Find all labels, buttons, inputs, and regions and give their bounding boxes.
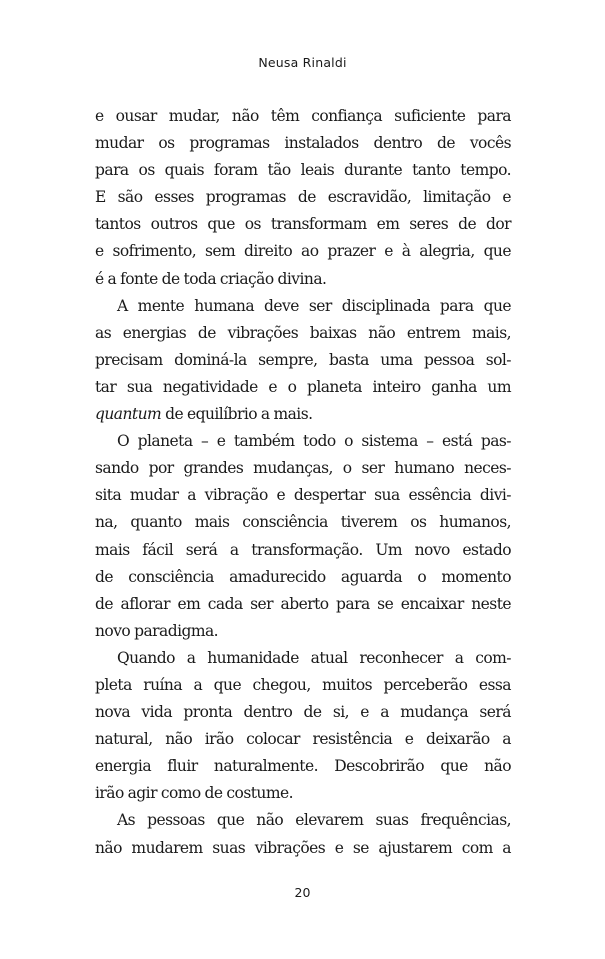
text-line: mais fácil será a transformação. Um novo estado — [95, 540, 511, 559]
text-line: O planeta – e também todo o sistema – está pas- — [117, 432, 511, 451]
page-number: 20 — [294, 885, 311, 900]
paragraph — [95, 807, 511, 861]
text-line: e ousar mudar, não têm confiança suficiente para — [95, 107, 511, 125]
text-line — [95, 401, 511, 428]
text-line: para os quais foram tão leais durante tanto tempo. — [95, 161, 511, 180]
text-line: é a fonte de toda criação divina. — [95, 269, 327, 288]
text-line: e sofrimento, sem direito ao prazer e à alegria, que — [95, 242, 511, 261]
text-line: energia fluir naturalmente. Descobrirão que não — [95, 757, 511, 776]
paragraph — [95, 103, 511, 293]
text-line: novo paradigma. — [95, 621, 219, 640]
text-line: de consciência amadurecido aguarda o momento — [95, 567, 511, 586]
body-text — [95, 103, 511, 862]
text-line: As pessoas que não elevarem suas frequências, — [117, 811, 511, 830]
text-line: as energias de vibrações baixas não entrem mais, — [95, 323, 511, 342]
text-line: tantos outros que os transformam em seres de dor — [95, 215, 511, 234]
text-line: não mudarem suas vibrações e se ajustarem com a — [95, 838, 511, 857]
text-line: pleta ruína a que chegou, muitos perceberão essa — [95, 675, 511, 694]
text-line: sita mudar a vibração e despertar sua essência divi- — [95, 486, 511, 505]
text-line: Quando a humanidade atual reconhecer a com- — [117, 648, 511, 667]
text-fragment: de equilíbrio a mais. — [161, 405, 313, 424]
text-line: mudar os programas instalados dentro de vocês — [95, 134, 511, 153]
text-line: de aflorar em cada ser aberto para se encaixar neste — [95, 594, 511, 613]
italic-term: quantum — [95, 405, 162, 424]
text-line: na, quanto mais consciência tiverem os humanos, — [95, 513, 511, 532]
paragraph — [95, 293, 511, 428]
running-head: Neusa Rinaldi — [258, 55, 347, 70]
text-line: sando por grandes mudanças, o ser humano neces- — [95, 459, 511, 478]
text-line: tar sua negatividade e o planeta inteiro ganha um — [95, 377, 511, 396]
text-line: E são esses programas de escravidão, limitação e — [95, 188, 511, 207]
text-line: A mente humana deve ser disciplinada para que — [117, 296, 511, 315]
paragraph — [95, 645, 511, 808]
text-line: precisam dominá-la sempre, basta uma pessoa sol- — [95, 350, 511, 369]
paragraph — [95, 428, 511, 645]
text-line: nova vida pronta dentro de si, e a mudança será — [95, 703, 511, 722]
text-line: irão agir como de costume. — [95, 784, 293, 803]
text-line: natural, não irão colocar resistência e deixarão a — [95, 730, 511, 749]
